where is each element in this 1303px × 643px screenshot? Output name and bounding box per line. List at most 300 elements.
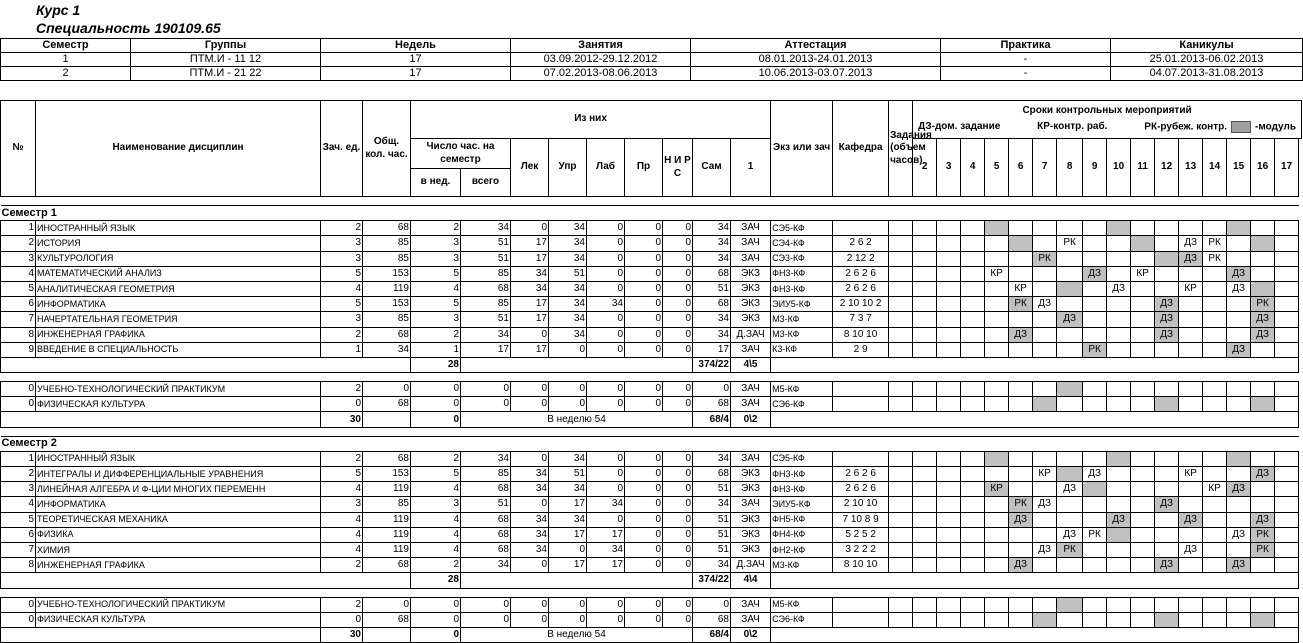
module-swatch-icon <box>1231 121 1251 133</box>
week-cell <box>1155 397 1179 412</box>
col-header-lec: Лек <box>511 139 549 197</box>
week-cell <box>889 542 913 557</box>
cell-ex: ЗАЧ <box>731 382 771 397</box>
subtotal-exam: 4\4 <box>731 573 771 588</box>
week-cell <box>913 527 937 542</box>
cell-pr: 0 <box>625 467 663 482</box>
total-empty <box>363 412 411 427</box>
cell-pr: 0 <box>625 527 663 542</box>
cell-ex: ЗАЧ <box>731 236 771 251</box>
week-cell <box>961 312 985 327</box>
week-cell <box>985 297 1009 312</box>
cell-task <box>833 382 889 397</box>
week-cell <box>913 512 937 527</box>
week-header: 16 <box>1251 139 1275 197</box>
week-cell <box>1107 382 1131 397</box>
week-cell <box>1131 542 1155 557</box>
week-cell <box>1203 597 1227 612</box>
cell-lek: 0 <box>511 397 549 412</box>
week-cell: ДЗ <box>1179 512 1203 527</box>
cell-task <box>833 397 889 412</box>
cell-lab: 0 <box>587 451 625 466</box>
week-cell <box>1131 467 1155 482</box>
week-cell <box>1083 397 1107 412</box>
week-cell <box>889 297 913 312</box>
subtotal-sam: 374/22 <box>693 573 731 588</box>
week-cell <box>961 512 985 527</box>
cell-num: 8 <box>1 558 36 573</box>
cell-lab: 0 <box>587 342 625 357</box>
week-cell <box>1107 236 1131 251</box>
week-cell <box>889 266 913 281</box>
week-cell <box>1033 397 1057 412</box>
cell-task: 2 6 2 6 <box>833 281 889 296</box>
week-cell: РК <box>1033 251 1057 266</box>
week-header: 12 <box>1155 139 1179 197</box>
cell-nirs: 0 <box>663 266 693 281</box>
week-cell <box>1203 512 1227 527</box>
cell-tot: 68 <box>363 327 411 342</box>
week-cell <box>889 597 913 612</box>
cell-lek: 0 <box>511 451 549 466</box>
week-cell <box>1251 236 1275 251</box>
week-cell <box>937 327 961 342</box>
cell-num: 1 <box>1 451 36 466</box>
week-cell <box>889 236 913 251</box>
week-cell <box>1251 558 1275 573</box>
week-cell <box>961 221 985 236</box>
week-cell: ДЗ <box>1251 312 1275 327</box>
week-cell <box>1057 397 1083 412</box>
week-cell <box>961 597 985 612</box>
col-header-dept: Кафедра <box>833 101 889 197</box>
cell-task: 7 10 8 9 <box>833 512 889 527</box>
cell-upr: 34 <box>549 451 587 466</box>
cell-nw: 2 <box>411 558 461 573</box>
week-cell: РК <box>1083 342 1107 357</box>
week-cell <box>1107 297 1131 312</box>
info-cell: 17 <box>321 67 511 81</box>
week-cell <box>1131 527 1155 542</box>
info-cell: - <box>941 67 1111 81</box>
spacer-cell <box>1 197 1299 206</box>
week-cell <box>1131 451 1155 466</box>
cell-dept: СЭ4-КФ <box>771 236 833 251</box>
week-cell <box>889 497 913 512</box>
table-row <box>1 266 1302 281</box>
cell-dept: ФН4-КФ <box>771 527 833 542</box>
cell-upr: 0 <box>549 597 587 612</box>
week-cell <box>961 527 985 542</box>
cell-ex: ЗАЧ <box>731 397 771 412</box>
week-cell <box>1083 451 1107 466</box>
week-cell <box>889 342 913 357</box>
cell-tot: 119 <box>363 281 411 296</box>
week-cell <box>1203 297 1227 312</box>
week-cell <box>985 236 1009 251</box>
cell-ex: ЗАЧ <box>731 221 771 236</box>
week-cell: ДЗ <box>1227 482 1251 497</box>
info-header: Каникулы <box>1111 39 1303 53</box>
week-cell <box>1057 597 1083 612</box>
week-header: 6 <box>1009 139 1033 197</box>
week-header: 11 <box>1131 139 1155 197</box>
week-cell <box>889 482 913 497</box>
week-cell <box>1227 221 1251 236</box>
week-cell <box>961 297 985 312</box>
week-cell: ДЗ <box>1251 327 1275 342</box>
week-cell <box>1275 327 1299 342</box>
info-cell: 07.02.2013-08.06.2013 <box>511 67 691 81</box>
week-cell <box>1009 542 1033 557</box>
semester-label: Семестр 1 <box>1 206 1299 221</box>
table-row <box>1 612 1302 627</box>
cell-lab: 0 <box>587 251 625 266</box>
week-cell <box>913 397 937 412</box>
week-cell: РК <box>1251 542 1275 557</box>
cell-pr: 0 <box>625 397 663 412</box>
legend-module: -модуль <box>1255 121 1296 133</box>
cell-name: ЛИНЕЙНАЯ АЛГЕБРА И Ф-ЦИИ МНОГИХ ПЕРЕМЕНН <box>36 482 321 497</box>
cell-nw: 3 <box>411 497 461 512</box>
week-cell <box>1107 221 1131 236</box>
cell-lek: 0 <box>511 327 549 342</box>
week-cell: ДЗ <box>1107 512 1131 527</box>
cell-lab: 0 <box>587 612 625 627</box>
week-cell <box>1155 467 1179 482</box>
week-cell <box>1009 397 1033 412</box>
cell-nirs: 0 <box>663 527 693 542</box>
cell-ex: ЭКЗ <box>731 266 771 281</box>
week-cell: ДЗ <box>1227 527 1251 542</box>
week-cell <box>1083 221 1107 236</box>
subtotal-row <box>1 573 1302 588</box>
cell-ex: ЗАЧ <box>731 451 771 466</box>
week-header: 8 <box>1057 139 1083 197</box>
cell-lab: 0 <box>587 382 625 397</box>
table-row <box>1 467 1302 482</box>
week-cell <box>1227 236 1251 251</box>
cell-sam: 34 <box>693 327 731 342</box>
total-row <box>1 627 1302 642</box>
week-cell <box>1179 482 1203 497</box>
week-cell <box>1251 251 1275 266</box>
week-cell <box>961 251 985 266</box>
cell-lab: 0 <box>587 512 625 527</box>
week-cell <box>1033 266 1057 281</box>
week-cell <box>1155 221 1179 236</box>
subtotal-row <box>1 357 1302 372</box>
info-header: Группы <box>131 39 321 53</box>
cell-name: КУЛЬТУРОЛОГИЯ <box>36 251 321 266</box>
total-row <box>1 412 1302 427</box>
week-cell <box>937 467 961 482</box>
week-cell <box>937 281 961 296</box>
cell-lek: 34 <box>511 482 549 497</box>
cell-lek: 34 <box>511 467 549 482</box>
semester-label: Семестр 2 <box>1 436 1299 451</box>
cell-upr: 34 <box>549 251 587 266</box>
table-row <box>1 342 1302 357</box>
week-cell <box>1083 382 1107 397</box>
semester-row <box>1 206 1302 221</box>
week-cell <box>1033 342 1057 357</box>
cell-tot: 68 <box>363 451 411 466</box>
total-empty <box>363 627 411 642</box>
cell-upr: 34 <box>549 482 587 497</box>
cell-lab: 0 <box>587 266 625 281</box>
week-cell: ДЗ <box>1179 236 1203 251</box>
cell-name: ИНЖЕНЕРНАЯ ГРАФИКА <box>36 558 321 573</box>
cell-nw: 2 <box>411 327 461 342</box>
week-cell <box>985 327 1009 342</box>
week-cell <box>1083 312 1107 327</box>
cell-num: 5 <box>1 281 36 296</box>
cell-task: 8 10 10 <box>833 558 889 573</box>
cell-ex: ЗАЧ <box>731 597 771 612</box>
subtotal-empty <box>461 357 693 372</box>
cell-sam: 68 <box>693 612 731 627</box>
week-cell <box>1179 266 1203 281</box>
week-cell <box>1083 558 1107 573</box>
cell-num: 2 <box>1 467 36 482</box>
week-cell <box>1009 266 1033 281</box>
week-header: 17 <box>1275 139 1299 197</box>
cell-sam: 51 <box>693 281 731 296</box>
cell-lek: 0 <box>511 597 549 612</box>
cell-sam: 34 <box>693 312 731 327</box>
subtotal-empty <box>1 573 411 588</box>
week-cell <box>913 467 937 482</box>
cell-dept: СЭ6-КФ <box>771 612 833 627</box>
cell-upr: 17 <box>549 558 587 573</box>
week-cell <box>961 497 985 512</box>
cell-cr: 4 <box>321 542 363 557</box>
cell-all: 68 <box>461 542 511 557</box>
info-cell: 03.09.2012-29.12.2012 <box>511 53 691 67</box>
cell-upr: 51 <box>549 467 587 482</box>
cell-all: 34 <box>461 327 511 342</box>
week-cell <box>1131 251 1155 266</box>
week-cell <box>913 236 937 251</box>
cell-lek: 17 <box>511 312 549 327</box>
cell-ex: Д.ЗАЧ <box>731 327 771 342</box>
week-cell: ДЗ <box>1083 467 1107 482</box>
cell-tot: 68 <box>363 397 411 412</box>
cell-name: НАЧЕРТАТЕЛЬНАЯ ГЕОМЕТРИЯ <box>36 312 321 327</box>
cell-dept: К3-КФ <box>771 342 833 357</box>
week-cell: ДЗ <box>1009 512 1033 527</box>
week-cell <box>913 597 937 612</box>
week-cell <box>1131 312 1155 327</box>
cell-name: ИНФОРМАТИКА <box>36 497 321 512</box>
cell-sam: 34 <box>693 451 731 466</box>
week-cell <box>1251 482 1275 497</box>
cell-sam: 17 <box>693 342 731 357</box>
cell-upr: 0 <box>549 397 587 412</box>
info-header: Семестр <box>1 39 131 53</box>
cell-nirs: 0 <box>663 342 693 357</box>
week-cell <box>985 512 1009 527</box>
cell-cr: 2 <box>321 558 363 573</box>
cell-task: 2 6 2 6 <box>833 482 889 497</box>
cell-nirs: 0 <box>663 312 693 327</box>
week-cell <box>889 467 913 482</box>
week-cell: КР <box>1179 467 1203 482</box>
week-cell <box>1203 266 1227 281</box>
week-cell <box>1107 497 1131 512</box>
week-cell <box>1009 612 1033 627</box>
week-cell <box>961 266 985 281</box>
cell-lab: 17 <box>587 527 625 542</box>
cell-lek: 34 <box>511 527 549 542</box>
info-cell: 04.07.2013-31.08.2013 <box>1111 67 1303 81</box>
week-cell: ДЗ <box>1033 497 1057 512</box>
week-cell: РК <box>1083 527 1107 542</box>
week-cell <box>1227 542 1251 557</box>
cell-all: 68 <box>461 482 511 497</box>
col-header-exam: Экз или зач <box>771 101 833 197</box>
week-cell <box>1275 397 1299 412</box>
cell-nw: 4 <box>411 512 461 527</box>
cell-ex: ЭКЗ <box>731 527 771 542</box>
week-cell <box>1107 612 1131 627</box>
week-cell <box>961 542 985 557</box>
info-cell: 2 <box>1 67 131 81</box>
total-sam: 68/4 <box>693 627 731 642</box>
cell-pr: 0 <box>625 558 663 573</box>
cell-nirs: 0 <box>663 467 693 482</box>
week-cell <box>1131 482 1155 497</box>
week-cell <box>1057 327 1083 342</box>
week-cell <box>1033 451 1057 466</box>
week-cell <box>913 612 937 627</box>
cell-lek: 34 <box>511 266 549 281</box>
cell-sam: 51 <box>693 527 731 542</box>
week-cell <box>913 558 937 573</box>
cell-upr: 34 <box>549 297 587 312</box>
cell-lab: 0 <box>587 597 625 612</box>
week-cell <box>1203 397 1227 412</box>
week-cell <box>1083 297 1107 312</box>
week-cell <box>961 558 985 573</box>
week-cell <box>889 397 913 412</box>
week-cell <box>985 467 1009 482</box>
cell-nw: 5 <box>411 297 461 312</box>
cell-pr: 0 <box>625 251 663 266</box>
cell-nirs: 0 <box>663 382 693 397</box>
week-cell <box>1057 467 1083 482</box>
week-cell <box>937 266 961 281</box>
spacer-cell <box>1 427 1299 436</box>
week-cell <box>937 342 961 357</box>
week-cell <box>1107 312 1131 327</box>
week-cell <box>937 497 961 512</box>
cell-all: 68 <box>461 281 511 296</box>
week-cell <box>1227 497 1251 512</box>
week-cell <box>1083 512 1107 527</box>
week-cell <box>937 512 961 527</box>
week-cell <box>1009 312 1033 327</box>
week-header: 2 <box>913 139 937 197</box>
week-cell <box>1033 312 1057 327</box>
week-cell <box>1009 451 1033 466</box>
cell-pr: 0 <box>625 497 663 512</box>
week-cell <box>1083 542 1107 557</box>
cell-sam: 0 <box>693 382 731 397</box>
table-row <box>1 512 1302 527</box>
week-cell <box>913 221 937 236</box>
cell-task: 2 9 <box>833 342 889 357</box>
week-header: 14 <box>1203 139 1227 197</box>
cell-task <box>833 451 889 466</box>
week-cell: РК <box>1009 297 1033 312</box>
week-cell <box>889 612 913 627</box>
subtotal-empty <box>461 573 693 588</box>
cell-tot: 85 <box>363 312 411 327</box>
cell-task: 2 12 2 <box>833 251 889 266</box>
week-cell: РК <box>1009 497 1033 512</box>
cell-pr: 0 <box>625 312 663 327</box>
week-cell <box>1275 451 1299 466</box>
cell-ex: ЗАЧ <box>731 251 771 266</box>
week-cell <box>1083 281 1107 296</box>
week-cell: ДЗ <box>1033 542 1057 557</box>
info-cell: 08.01.2013-24.01.2013 <box>691 53 941 67</box>
info-cell: 17 <box>321 53 511 67</box>
cell-ex: ЭКЗ <box>731 312 771 327</box>
cell-nirs: 0 <box>663 482 693 497</box>
week-cell <box>1131 597 1155 612</box>
cell-cr: 5 <box>321 297 363 312</box>
cell-name: ФИЗИЧЕСКАЯ КУЛЬТУРА <box>36 612 321 627</box>
cell-pr: 0 <box>625 482 663 497</box>
cell-nw: 0 <box>411 397 461 412</box>
cell-all: 34 <box>461 451 511 466</box>
col-header-name: Наименование дисциплин <box>36 101 321 197</box>
col-header-per-week: в нед. <box>411 169 461 197</box>
week-cell <box>1083 612 1107 627</box>
cell-nirs: 0 <box>663 327 693 342</box>
week-cell <box>1275 512 1299 527</box>
week-cell: РК <box>1203 251 1227 266</box>
subtotal-sam: 374/22 <box>693 357 731 372</box>
spacer-cell <box>1 373 1299 382</box>
cell-num: 3 <box>1 251 36 266</box>
week-cell <box>1251 382 1275 397</box>
week-cell <box>1275 497 1299 512</box>
week-cell <box>1083 497 1107 512</box>
week-cell <box>1083 482 1107 497</box>
week-cell <box>1033 327 1057 342</box>
week-cell <box>1155 236 1179 251</box>
week-cell <box>1009 527 1033 542</box>
table-row <box>1 597 1302 612</box>
week-cell <box>1057 281 1083 296</box>
week-cell: ДЗ <box>1009 327 1033 342</box>
week-cell <box>1179 382 1203 397</box>
cell-lab: 0 <box>587 482 625 497</box>
cell-tot: 119 <box>363 527 411 542</box>
week-cell <box>1275 527 1299 542</box>
cell-all: 0 <box>461 382 511 397</box>
cell-upr: 34 <box>549 512 587 527</box>
cell-num: 3 <box>1 482 36 497</box>
week-cell <box>1203 542 1227 557</box>
cell-lek: 17 <box>511 297 549 312</box>
week-cell <box>985 312 1009 327</box>
cell-sam: 51 <box>693 482 731 497</box>
